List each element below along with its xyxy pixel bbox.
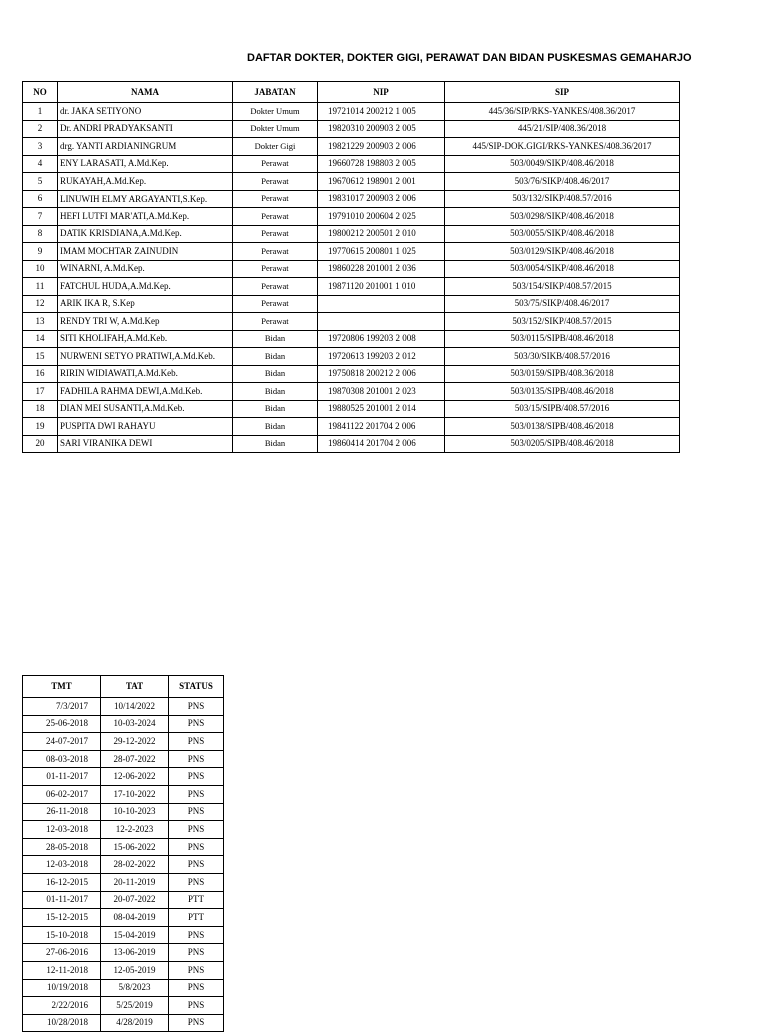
cell-jabatan: Bidan (233, 383, 318, 401)
cell-no: 19 (23, 418, 58, 436)
cell-tmt: 01-11-2017 (23, 891, 101, 909)
cell-tmt: 26-11-2018 (23, 803, 101, 821)
cell-nip: 19670612 198901 2 001 (318, 173, 445, 191)
cell-tat: 12-06-2022 (101, 768, 169, 786)
cell-nip: 19870308 201001 2 023 (318, 383, 445, 401)
cell-tat: 28-07-2022 (101, 750, 169, 768)
cell-tat: 15-04-2019 (101, 926, 169, 944)
table-row (23, 383, 680, 401)
cell-jabatan: Perawat (233, 313, 318, 331)
cell-no: 4 (23, 155, 58, 173)
cell-no: 3 (23, 138, 58, 156)
header-tmt: TMT (23, 676, 101, 698)
cell-status: PTT (169, 891, 224, 909)
status-table (22, 675, 224, 1032)
table-row (23, 365, 680, 383)
cell-nip: 19880525 201001 2 014 (318, 400, 445, 418)
cell-jabatan: Bidan (233, 348, 318, 366)
cell-tat: 10-10-2023 (101, 803, 169, 821)
cell-tmt: 12-11-2018 (23, 961, 101, 979)
table-row (23, 944, 224, 962)
cell-jabatan: Perawat (233, 208, 318, 226)
cell-sip: 445/21/SIP/408.36/2018 (445, 120, 680, 138)
table-row (23, 295, 680, 313)
cell-tat: 10-03-2024 (101, 715, 169, 733)
cell-status: PNS (169, 997, 224, 1015)
cell-no: 5 (23, 173, 58, 191)
cell-status: PNS (169, 821, 224, 839)
cell-nip: 19800212 200501 2 010 (318, 225, 445, 243)
table-row (23, 698, 224, 716)
cell-sip: 503/0129/SIKP/408.46/2018 (445, 243, 680, 261)
cell-tmt: 2/22/2016 (23, 997, 101, 1015)
cell-status: PNS (169, 733, 224, 751)
table-row (23, 750, 224, 768)
table-row (23, 435, 680, 453)
cell-status: PNS (169, 926, 224, 944)
cell-sip: 445/36/SIP/RKS-YANKES/408.36/2017 (445, 103, 680, 121)
cell-jabatan: Perawat (233, 155, 318, 173)
header-tat: TAT (101, 676, 169, 698)
staff-table (22, 81, 680, 453)
table-row (23, 926, 224, 944)
cell-tmt: 15-10-2018 (23, 926, 101, 944)
table-row (23, 190, 680, 208)
cell-sip: 503/0205/SIPB/408.46/2018 (445, 435, 680, 453)
cell-nama: dr. JAKA SETIYONO (58, 103, 233, 121)
table-row (23, 891, 224, 909)
table-row (23, 768, 224, 786)
cell-nama: RUKAYAH,A.Md.Kep. (58, 173, 233, 191)
cell-tmt: 06-02-2017 (23, 785, 101, 803)
cell-jabatan: Bidan (233, 365, 318, 383)
cell-nama: LINUWIH ELMY ARGAYANTI,S.Kep. (58, 190, 233, 208)
cell-status: PNS (169, 961, 224, 979)
cell-tat: 5/8/2023 (101, 979, 169, 997)
cell-jabatan: Bidan (233, 418, 318, 436)
cell-no: 13 (23, 313, 58, 331)
cell-jabatan: Dokter Umum (233, 120, 318, 138)
cell-no: 2 (23, 120, 58, 138)
table-row (23, 979, 224, 997)
cell-sip: 503/154/SIKP/408.57/2015 (445, 278, 680, 296)
table-row (23, 208, 680, 226)
cell-status: PNS (169, 873, 224, 891)
cell-no: 6 (23, 190, 58, 208)
cell-nip: 19860228 201001 2 036 (318, 260, 445, 278)
cell-status: PNS (169, 750, 224, 768)
cell-jabatan: Perawat (233, 243, 318, 261)
cell-sip: 503/75/SIKP/408.46/2017 (445, 295, 680, 313)
cell-tmt: 7/3/2017 (23, 698, 101, 716)
cell-tat: 5/25/2019 (101, 997, 169, 1015)
table-row (23, 715, 224, 733)
cell-no: 8 (23, 225, 58, 243)
cell-tat: 17-10-2022 (101, 785, 169, 803)
cell-nip: 19720806 199203 2 008 (318, 330, 445, 348)
table-row (23, 821, 224, 839)
table-row (23, 856, 224, 874)
cell-jabatan: Perawat (233, 295, 318, 313)
cell-status: PNS (169, 715, 224, 733)
table-row (23, 348, 680, 366)
cell-tat: 20-11-2019 (101, 873, 169, 891)
cell-tmt: 28-05-2018 (23, 838, 101, 856)
table-header-row (23, 82, 680, 103)
cell-sip: 503/132/SIKP/408.57/2016 (445, 190, 680, 208)
cell-status: PTT (169, 909, 224, 927)
cell-tmt: 16-12-2015 (23, 873, 101, 891)
cell-nama: ARIK IKA R, S.Kep (58, 295, 233, 313)
table-row (23, 313, 680, 331)
table-row (23, 120, 680, 138)
table-row (23, 1014, 224, 1032)
table-row (23, 961, 224, 979)
cell-sip: 503/0049/SIKP/408.46/2018 (445, 155, 680, 173)
cell-tmt: 12-03-2018 (23, 856, 101, 874)
cell-tmt: 15-12-2015 (23, 909, 101, 927)
header-sip: SIP (445, 82, 680, 103)
cell-sip: 503/76/SIKP/408.46/2017 (445, 173, 680, 191)
cell-sip: 503/152/SIKP/408.57/2015 (445, 313, 680, 331)
cell-nip: 19720613 199203 2 012 (318, 348, 445, 366)
cell-nama: Dr. ANDRI PRADYAKSANTI (58, 120, 233, 138)
cell-no: 11 (23, 278, 58, 296)
cell-tmt: 08-03-2018 (23, 750, 101, 768)
table-row (23, 400, 680, 418)
cell-no: 16 (23, 365, 58, 383)
table-header-row (23, 676, 224, 698)
table-row (23, 997, 224, 1015)
cell-nip: 19660728 198803 2 005 (318, 155, 445, 173)
cell-nip: 19820310 200903 2 005 (318, 120, 445, 138)
status-table-body (23, 698, 224, 1032)
cell-nama: ENY LARASATI, A.Md.Kep. (58, 155, 233, 173)
table-row (23, 138, 680, 156)
cell-no: 9 (23, 243, 58, 261)
table-row (23, 155, 680, 173)
header-status: STATUS (169, 676, 224, 698)
table-row (23, 909, 224, 927)
staff-table-body (23, 103, 680, 453)
table-row (23, 243, 680, 261)
cell-tat: 12-2-2023 (101, 821, 169, 839)
table-row (23, 103, 680, 121)
cell-jabatan: Perawat (233, 173, 318, 191)
table-row (23, 173, 680, 191)
cell-nama: HEFI LUTFI MAR'ATI,A.Md.Kep. (58, 208, 233, 226)
table-row (23, 733, 224, 751)
cell-tat: 29-12-2022 (101, 733, 169, 751)
cell-nip: 19860414 201704 2 006 (318, 435, 445, 453)
cell-tmt: 10/28/2018 (23, 1014, 101, 1032)
cell-nip: 19871120 201001 1 010 (318, 278, 445, 296)
cell-sip: 445/SIP-DOK.GIGI/RKS-YANKES/408.36/2017 (445, 138, 680, 156)
cell-no: 14 (23, 330, 58, 348)
cell-jabatan: Dokter Gigi (233, 138, 318, 156)
cell-nip: 19721014 200212 1 005 (318, 103, 445, 121)
cell-jabatan: Perawat (233, 225, 318, 243)
table-row (23, 838, 224, 856)
cell-nama: RIRIN WIDIAWATI,A.Md.Keb. (58, 365, 233, 383)
cell-status: PNS (169, 979, 224, 997)
cell-status: PNS (169, 1014, 224, 1032)
table-row (23, 418, 680, 436)
cell-nip: 19841122 201704 2 006 (318, 418, 445, 436)
cell-no: 10 (23, 260, 58, 278)
cell-status: PNS (169, 785, 224, 803)
cell-tmt: 25-06-2018 (23, 715, 101, 733)
cell-no: 7 (23, 208, 58, 226)
cell-jabatan: Bidan (233, 330, 318, 348)
cell-no: 18 (23, 400, 58, 418)
cell-nama: FADHILA RAHMA DEWI,A.Md.Keb. (58, 383, 233, 401)
cell-status: PNS (169, 838, 224, 856)
cell-nama: DIAN MEI SUSANTI,A.Md.Keb. (58, 400, 233, 418)
cell-nama: PUSPITA DWI RAHAYU (58, 418, 233, 436)
cell-jabatan: Perawat (233, 278, 318, 296)
cell-tmt: 24-07-2017 (23, 733, 101, 751)
cell-nama: SITI KHOLIFAH,A.Md.Keb. (58, 330, 233, 348)
cell-nama: IMAM MOCHTAR ZAINUDIN (58, 243, 233, 261)
cell-tat: 20-07-2022 (101, 891, 169, 909)
cell-tat: 08-04-2019 (101, 909, 169, 927)
cell-nama: SARI VIRANIKA DEWI (58, 435, 233, 453)
table-row (23, 873, 224, 891)
cell-nama: WINARNI, A.Md.Kep. (58, 260, 233, 278)
cell-tat: 28-02-2022 (101, 856, 169, 874)
cell-nama: NURWENI SETYO PRATIWI,A.Md.Keb. (58, 348, 233, 366)
cell-status: PNS (169, 698, 224, 716)
cell-no: 15 (23, 348, 58, 366)
cell-sip: 503/0298/SIKP/408.46/2018 (445, 208, 680, 226)
cell-nip: 19831017 200903 2 006 (318, 190, 445, 208)
cell-status: PNS (169, 768, 224, 786)
table-row (23, 330, 680, 348)
header-nip: NIP (318, 82, 445, 103)
cell-sip: 503/30/SIKB/408.57/2016 (445, 348, 680, 366)
cell-tmt: 27-06-2016 (23, 944, 101, 962)
cell-sip: 503/0138/SIPB/408.46/2018 (445, 418, 680, 436)
cell-jabatan: Bidan (233, 435, 318, 453)
header-no: NO (23, 82, 58, 103)
table-row (23, 260, 680, 278)
cell-tat: 10/14/2022 (101, 698, 169, 716)
cell-nama: FATCHUL HUDA,A.Md.Kep. (58, 278, 233, 296)
cell-nama: RENDY TRI W, A.Md.Kep (58, 313, 233, 331)
cell-nama: DATIK KRISDIANA,A.Md.Kep. (58, 225, 233, 243)
cell-tat: 13-06-2019 (101, 944, 169, 962)
cell-nip: 19750818 200212 2 006 (318, 365, 445, 383)
cell-tat: 12-05-2019 (101, 961, 169, 979)
cell-nip: 19770615 200801 1 025 (318, 243, 445, 261)
cell-sip: 503/0055/SIKP/408.46/2018 (445, 225, 680, 243)
cell-sip: 503/0115/SIPB/408.46/2018 (445, 330, 680, 348)
header-nama: NAMA (58, 82, 233, 103)
cell-tmt: 01-11-2017 (23, 768, 101, 786)
cell-tmt: 12-03-2018 (23, 821, 101, 839)
table-row (23, 225, 680, 243)
cell-sip: 503/15/SIPB/408.57/2016 (445, 400, 680, 418)
cell-jabatan: Perawat (233, 260, 318, 278)
cell-nip (318, 295, 445, 313)
header-jabatan: JABATAN (233, 82, 318, 103)
cell-no: 12 (23, 295, 58, 313)
cell-no: 1 (23, 103, 58, 121)
cell-status: PNS (169, 856, 224, 874)
table-row (23, 803, 224, 821)
cell-sip: 503/0135/SIPB/408.46/2018 (445, 383, 680, 401)
cell-nama: drg. YANTI ARDIANINGRUM (58, 138, 233, 156)
table-row (23, 785, 224, 803)
cell-no: 17 (23, 383, 58, 401)
cell-tat: 4/28/2019 (101, 1014, 169, 1032)
cell-nip (318, 313, 445, 331)
cell-jabatan: Bidan (233, 400, 318, 418)
cell-status: PNS (169, 803, 224, 821)
cell-jabatan: Dokter Umum (233, 103, 318, 121)
document-title: DAFTAR DOKTER, DOKTER GIGI, PERAWAT DAN BIDAN PUSKESMAS GEMAHARJO (247, 52, 692, 64)
cell-nip: 19821229 200903 2 006 (318, 138, 445, 156)
cell-jabatan: Perawat (233, 190, 318, 208)
cell-tmt: 10/19/2018 (23, 979, 101, 997)
cell-sip: 503/0159/SIPB/408.36/2018 (445, 365, 680, 383)
cell-nip: 19791010 200604 2 025 (318, 208, 445, 226)
cell-no: 20 (23, 435, 58, 453)
cell-tat: 15-06-2022 (101, 838, 169, 856)
table-row (23, 278, 680, 296)
cell-sip: 503/0054/SIKP/408.46/2018 (445, 260, 680, 278)
cell-status: PNS (169, 944, 224, 962)
